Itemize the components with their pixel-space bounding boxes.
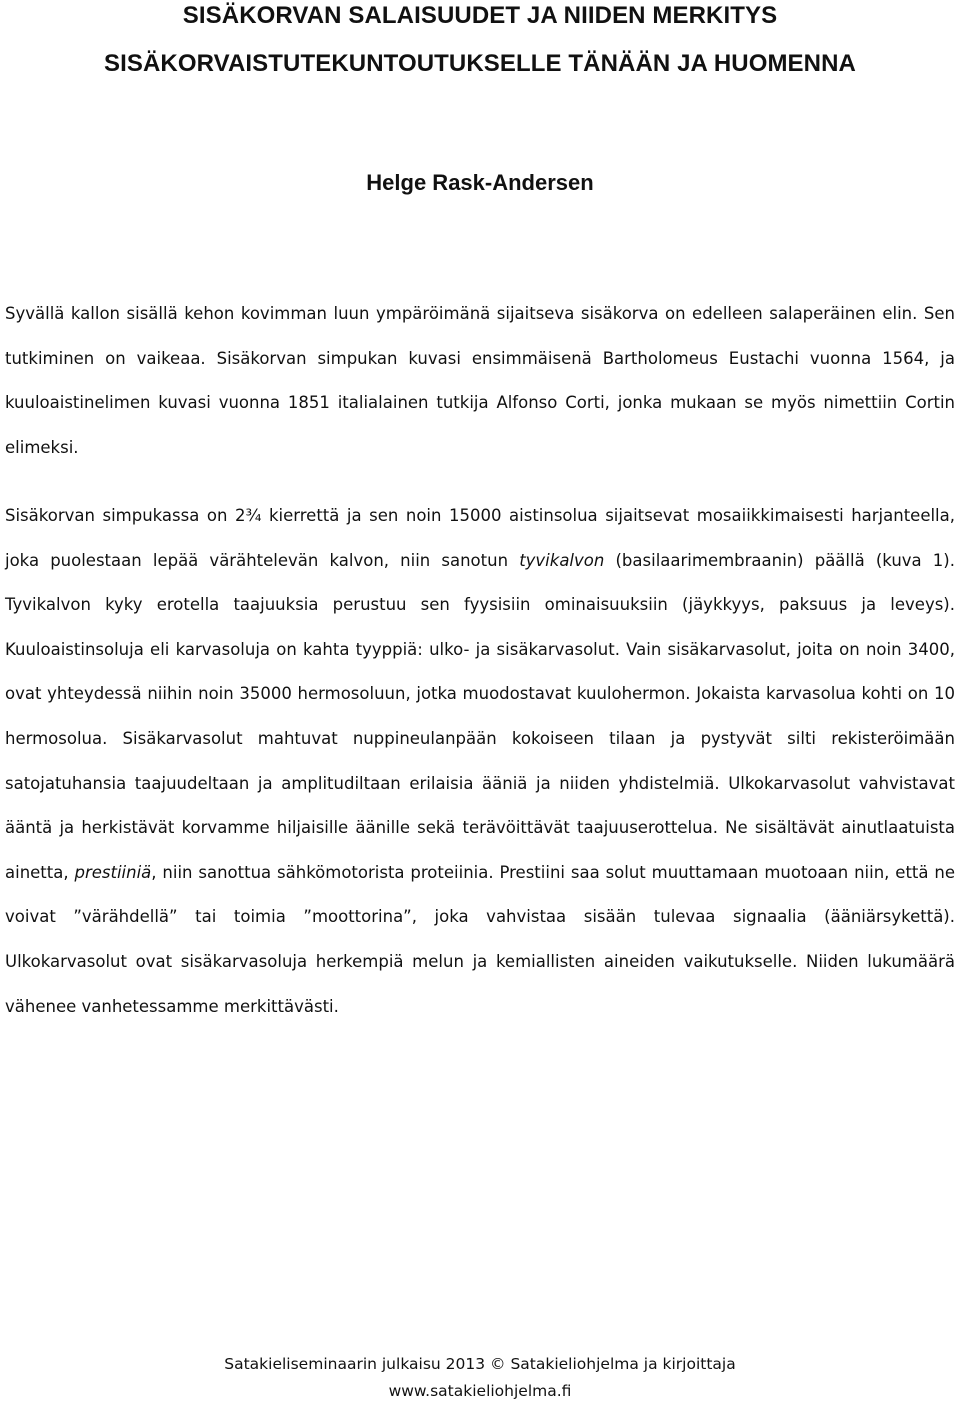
document-title-line-1: SISÄKORVAN SALAISUUDET JA NIIDEN MERKITYS — [182, 2, 778, 29]
paragraph-cochlea-seg1: Sisäkorvan simpukassa on 2¾ kierrettä ja sen noin 15000 aistinsolua sijaitsevat mosaiikkimaisesti harjanteella, joka puolestaan lepää värähtelevän kalvon, niin sanotun — [5, 506, 955, 570]
paragraph-cochlea — [5, 494, 955, 1029]
footer-website-link[interactable]: www.satakieliohjelma.fi — [388, 1382, 572, 1400]
term-tyvikalvon: tyvikalvon — [519, 550, 605, 570]
paragraph-cochlea-seg3: , niin sanottua sähkömotorista proteiinia. Prestiini saa solut muuttamaan muotoaan niin, että ne voivat ”värähdellä” tai toimia ”moottorina”, joka vahvistaa sisään tulevaa signaalia (ääniärsykettä). Ulkokarvasolut ovat sisäkarvasoluja herkempiä melun ja kemiallisten aineiden vaikutukselle. Niiden lukumäärä vähenee vanhetessamme merkittävästi. — [5, 862, 955, 1016]
term-prestiini: prestiiniä — [74, 862, 152, 882]
author-name: Helge Rask-Andersen — [366, 170, 594, 195]
paragraph-cochlea-seg2: (basilaarimembraanin) päällä (kuva 1). Tyvikalvon kyky erotella taajuuksia perustuu sen fyysisiin ominaisuuksiin (jäykkyys, paksuus ja leveys). Kuuloaistinsoluja eli karvasoluja on kahta tyyppiä: ulko- ja sisäkarvasolut. Vain sisäkarvasolut, joita on noin 3400, ovat yhteydessä niihin noin 35000 hermosoluun, jotka muodostavat kuulohermon. Jokaista karvasolua kohti on 10 hermosolua. Sisäkarvasolut mahtuvat nuppineulanpään kokoiseen tilaan ja pystyvät silti rekisteröimään satojatuhansia taajuudeltaan ja amplitudiltaan erilaisia ääniä ja niiden yhdistelmiä. Ulkokarvasolut vahvistavat ääntä ja herkistävät korvamme hiljaisille äänille sekä terävöittävät taajuuserottelua. Ne sisältävät ainutlaatuista ainetta, — [5, 550, 955, 882]
footer-publication: Satakieliseminaarin julkaisu 2013 © Satakieliohjelma ja kirjoittaja — [224, 1355, 736, 1373]
document-title-line-2: SISÄKORVAISTUTEKUNTOUTUKSELLE TÄNÄÄN JA HUOMENNA — [104, 50, 856, 77]
paragraph-intro — [5, 292, 955, 470]
paragraph-intro-text: Syvällä kallon sisällä kehon kovimman luun ympäröimänä sijaitseva sisäkorva on edelleen salaperäinen elin. Sen tutkiminen on vaikeaa. Sisäkorvan simpukan kuvasi ensimmäisenä Bartholomeus Eustachi vuonna 1564, ja kuuloaistinelimen kuvasi vuonna 1851 italialainen tutkija Alfonso Corti, jonka mukaan se myös nimettiin Cortin elimeksi. — [5, 304, 955, 457]
